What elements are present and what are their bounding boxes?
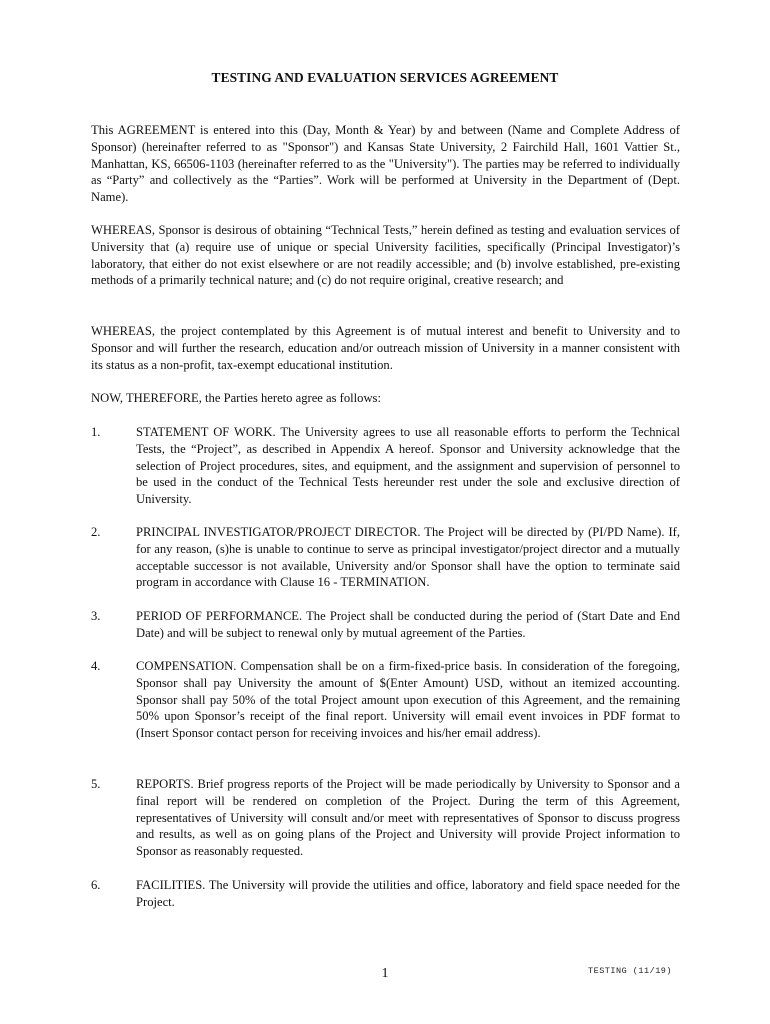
clause-number: 1. [91,425,101,439]
clause-text: COMPENSATION. Compensation shall be on a firm-fixed-price basis. In consideration of the foregoing, Sponsor shall pay University the amount of $(Enter Amount) USD, without an itemized accounting. Sponsor shall pay 50% of the total Project amount upon execution of this Agreement, and the remaining 50% upon Sponsor’s receipt of the final report. University will email event invoices in PDF format to (Insert Sponsor contact person for receiving invoices and his/her email address). [136,659,680,741]
intro-paragraph: This AGREEMENT is entered into this (Day, Month & Year) by and between (Name and Complete Address of Sponsor) (hereinafter referred to as "Sponsor") and Kansas State University, 2 Fairchild Hall, 1601 Vattier St., Manhattan, KS, 66506-1103 (hereinafter referred to as the "University"). The parties may be referred to individually as “Party” and collectively as the “Parties”. Work will be performed at University in the Department of (Dept. Name). [91,123,680,205]
document-title: TESTING AND EVALUATION SERVICES AGREEMENT [211,70,559,85]
clause-number: 6. [91,878,101,892]
clause-1 [91,424,680,508]
clause-text: PRINCIPAL INVESTIGATOR/PROJECT DIRECTOR. The Project will be directed by (PI/PD Name). If, for any reason, (s)he is unable to continue to serve as principal investigator/project director and a mutually acceptable successor is not available, University and/or Sponsor shall have the option to terminate said program in accordance with Clause 16 - TERMINATION. [136,525,680,590]
clause-number: 3. [91,609,101,623]
clause-number: 2. [91,525,101,539]
clause-3 [91,608,680,642]
clause-5 [91,776,680,860]
clause-text: PERIOD OF PERFORMANCE. The Project shall be conducted during the period of (Start Date and End Date) and will be subject to renewal only by mutual agreement of the Parties. [136,609,680,640]
whereas-paragraph-2: WHEREAS, the project contemplated by this Agreement is of mutual interest and benefit to University and to Sponsor and will further the research, education and/or outreach mission of University in a manner consistent with its status as a non-profit, tax-exempt educational institution. [91,324,680,372]
clause-text: FACILITIES. The University will provide the utilities and office, laboratory and field space needed for the Project. [136,878,680,909]
clause-6 [91,877,680,911]
clause-2 [91,524,680,591]
whereas-paragraph-1: WHEREAS, Sponsor is desirous of obtaining “Technical Tests,” herein defined as testing and evaluation services of University that (a) require use of unique or special University facilities, specifically (Principal Investigator)’s laboratory, that either do not exist elsewhere or are not readily accessible; and (b) involve established, pre-existing methods of a primarily technical nature; and (c) do not require original, creative research; and [91,223,680,288]
clause-text: REPORTS. Brief progress reports of the Project will be made periodically by University to Sponsor and a final report will be rendered on completion of the Project. During the term of this Agreement, representatives of University will consult and/or meet with representatives of Sponsor to discuss progress and results, as well as on going plans of the Project and University will provide Project information to Sponsor as reasonably requested. [136,777,680,859]
clause-number: 4. [91,659,101,673]
clause-number: 5. [91,777,101,791]
clause-4 [91,658,680,742]
page-number: 1 [381,966,389,981]
now-therefore-paragraph: NOW, THEREFORE, the Parties hereto agree as follows: [91,391,381,405]
footer-form-code: TESTING (11/19) [588,966,673,976]
clause-text: STATEMENT OF WORK. The University agrees to use all reasonable efforts to perform the Technical Tests, the “Project”, as described in Appendix A hereof. Sponsor and University acknowledge that the selection of Project procedures, sites, and equipment, and the assignment and supervision of personnel to be used in the conduct of the Technical Tests hereunder rest under the sole and exclusive direction of University. [136,425,680,507]
